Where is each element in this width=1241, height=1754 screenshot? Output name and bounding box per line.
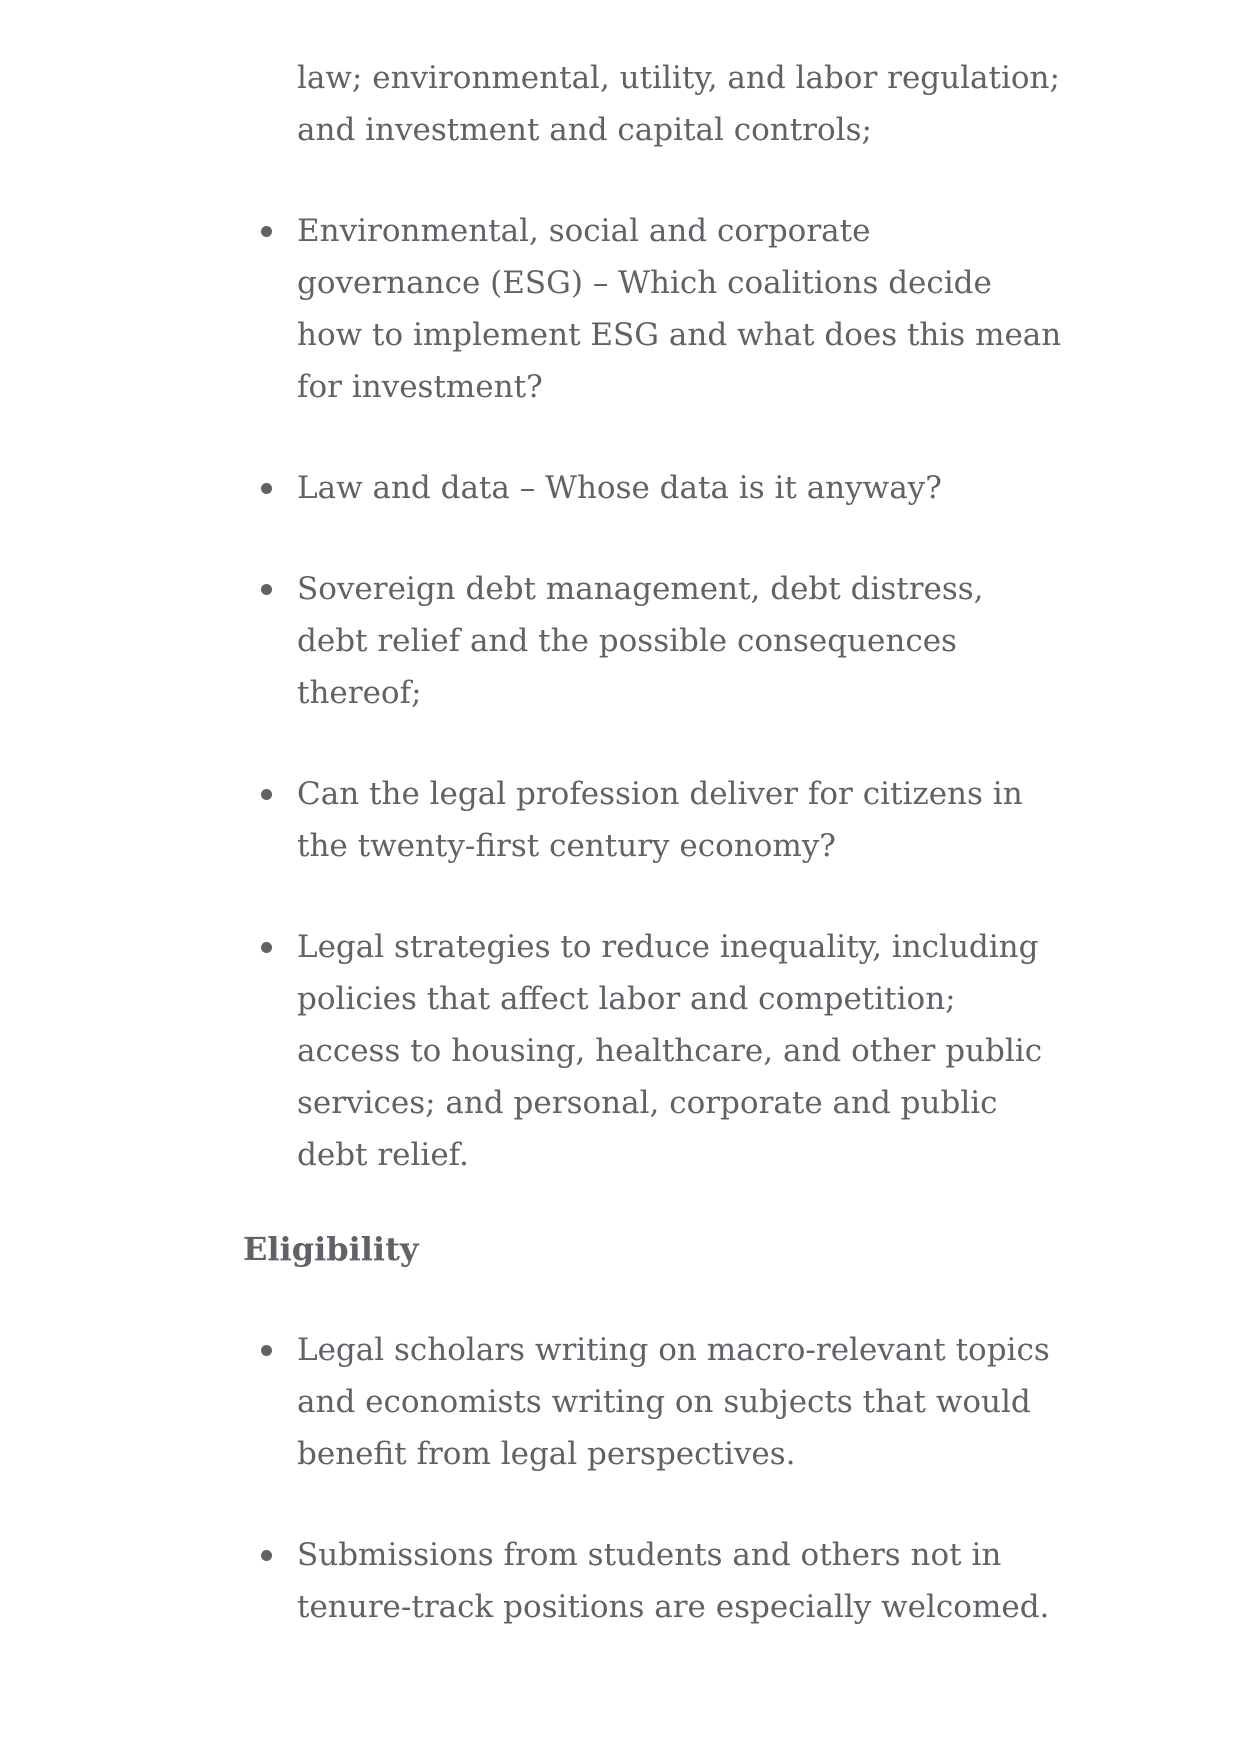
eligibility-list (243, 1324, 1063, 1633)
topics-list (243, 205, 1063, 1181)
list-item: Environmental, social and corporate governance (ESG) – Which coalitions decide how to implement ESG and what does this mean for investment? (243, 205, 1063, 413)
document-body (243, 52, 1063, 1633)
eligibility-heading: Eligibility (243, 1230, 419, 1268)
list-item: Law and data – Whose data is it anyway? (243, 462, 1063, 514)
list-item: Sovereign debt management, debt distress, debt relief and the possible consequences thereof; (243, 563, 1063, 719)
list-item: Legal scholars writing on macro-relevant topics and economists writing on subjects that would benefit from legal perspectives. (243, 1324, 1063, 1480)
list-item: Submissions from students and others not in tenure-track positions are especially welcomed. (243, 1529, 1063, 1633)
continued-list-item-text: law; environmental, utility, and labor regulation; and investment and capital controls; (297, 60, 1060, 148)
list-item: Can the legal profession deliver for citizens in the twenty-first century economy? (243, 768, 1063, 872)
list-item: Legal strategies to reduce inequality, including policies that affect labor and competition; access to housing, healthcare, and other public services; and personal, corporate and public debt relief. (243, 921, 1063, 1181)
